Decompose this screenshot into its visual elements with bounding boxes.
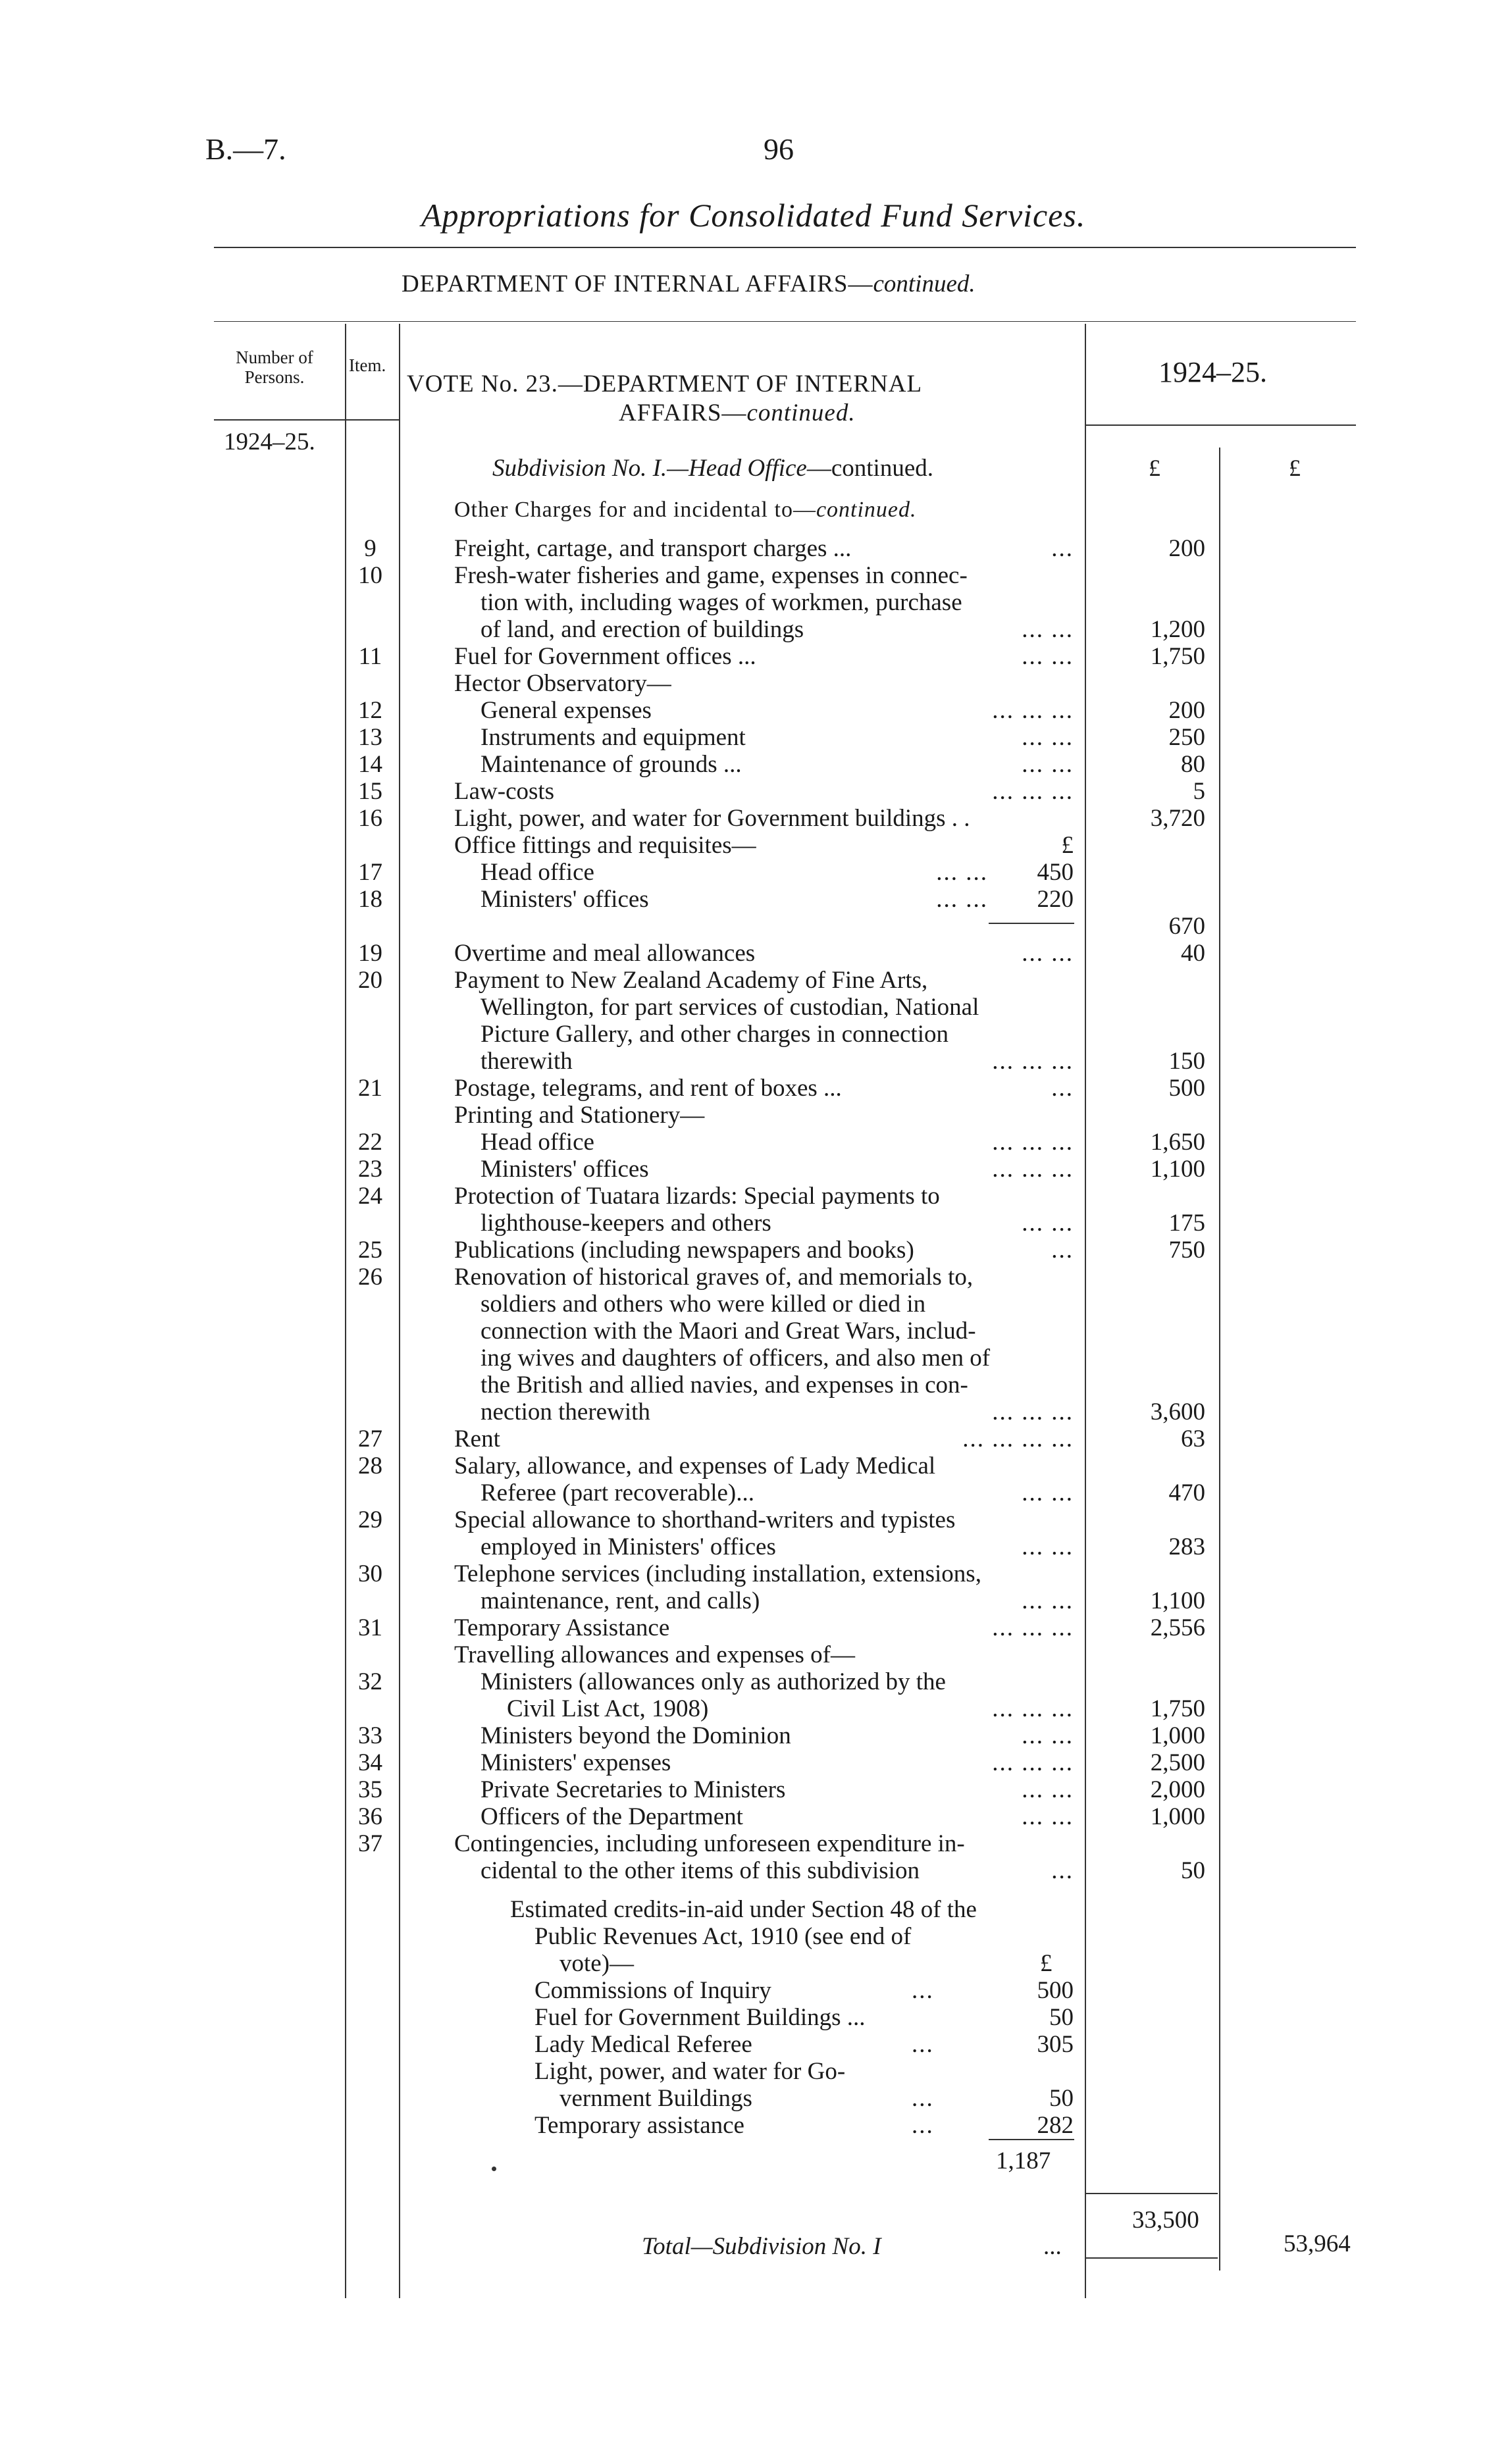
total-leader-dots: ...	[1043, 2233, 1062, 2260]
item-description: ing wives and daughters of officers, and also men of	[481, 1345, 991, 1372]
item-amount: 2,500	[1150, 1749, 1205, 1776]
credit-amount: 50	[1049, 2004, 1074, 2031]
item-amount: 3,720	[1150, 805, 1205, 832]
item-number: 9	[364, 535, 377, 562]
vote-heading: VOTE No. 23.—DEPARTMENT OF INTERNAL AFFAIRS—continued.	[407, 371, 923, 426]
table-row	[0, 831, 1508, 858]
item-description: Referee (part recoverable)...	[481, 1479, 754, 1506]
item-description: soldiers and others who were killed or died in	[481, 1291, 926, 1318]
item-description: nection therewith	[481, 1399, 650, 1425]
item-amount: 40	[1181, 940, 1205, 967]
document-code: B.—7.	[205, 132, 286, 166]
leader-dots: ...	[912, 2112, 934, 2139]
leader-dots: ...	[1051, 1075, 1074, 1102]
item-number: 23	[358, 1156, 382, 1183]
item-description: Law-costs	[454, 778, 555, 805]
leader-dots: ... ...	[936, 886, 988, 913]
table-row	[0, 1614, 1508, 1641]
table-row	[0, 1236, 1508, 1263]
item-number: 37	[358, 1830, 382, 1857]
item-description: Postage, telegrams, and rent of boxes ...	[454, 1075, 842, 1102]
item-description: Maintenance of grounds ...	[481, 751, 742, 778]
leader-dots: ... ...	[1022, 1587, 1074, 1614]
credit-amount: 282	[1037, 2112, 1074, 2139]
table-row	[0, 1857, 1508, 1884]
item-number: 34	[358, 1749, 382, 1776]
item-amount: 50	[1181, 1857, 1205, 1884]
leader-dots: ... ... ... ...	[962, 1425, 1074, 1452]
item-description: connection with the Maori and Great Wars, includ-	[481, 1318, 976, 1345]
credit-amount: 50	[1049, 2085, 1074, 2112]
currency-symbol-subtotal: £	[1149, 455, 1160, 481]
table-row	[0, 1047, 1508, 1074]
item-number: 18	[358, 886, 382, 913]
leader-dots: ... ...	[1022, 1803, 1074, 1830]
leader-dots: ... ...	[1022, 1479, 1074, 1506]
item-subamount: 450	[1037, 859, 1074, 886]
item-amount: 250	[1168, 724, 1205, 751]
leader-dots: ...	[1051, 1857, 1074, 1884]
table-row	[0, 534, 1508, 561]
item-description: Temporary Assistance	[454, 1614, 670, 1641]
table-row	[0, 750, 1508, 777]
item-number: 25	[358, 1237, 382, 1264]
table-row	[0, 1290, 1508, 1317]
item-description: Protection of Tuatara lizards: Special payments to	[454, 1183, 940, 1210]
item-number: 10	[358, 562, 382, 589]
item-description: Wellington, for part services of custodian, National	[481, 994, 979, 1021]
item-description: maintenance, rent, and calls)	[481, 1587, 760, 1614]
item-number: 36	[358, 1803, 382, 1830]
item-amount: 2,000	[1150, 1776, 1205, 1803]
leader-dots: ... ... ...	[992, 697, 1074, 724]
table-row	[0, 1182, 1508, 1209]
item-description: Civil List Act, 1908)	[507, 1695, 709, 1722]
item-number: 33	[358, 1722, 382, 1749]
credit-row	[0, 2003, 1508, 2030]
credits-heading-line-3: vote)—	[559, 1950, 635, 1977]
item-amount: 1,750	[1150, 1695, 1205, 1722]
credits-sum-rule	[989, 2139, 1074, 2140]
item-number: 24	[358, 1183, 382, 1210]
item-description: Fresh-water fisheries and game, expenses in connec-	[454, 562, 968, 589]
item-amount: 283	[1168, 1533, 1205, 1560]
item-number: 11	[358, 643, 382, 670]
table-row	[0, 1452, 1508, 1479]
other-charges-heading: Other Charges for and incidental to—continued.	[454, 498, 917, 522]
leader-dots: ... ...	[1022, 643, 1074, 670]
table-row	[0, 804, 1508, 831]
table-row	[0, 1155, 1508, 1182]
item-description: Overtime and meal allowances	[454, 940, 756, 967]
number-of-persons-heading: Number of Persons.	[236, 347, 313, 387]
item-description: Fuel for Government offices ...	[454, 643, 756, 670]
item-amount: 470	[1168, 1479, 1205, 1506]
item-description: Contingencies, including unforeseen expenditure in-	[454, 1830, 965, 1857]
leader-dots: ... ...	[1022, 616, 1074, 643]
item-description: Light, power, and water for Government buildings . .	[454, 805, 970, 832]
item-description: General expenses	[481, 697, 652, 724]
leader-dots: ...	[1051, 1237, 1074, 1264]
credit-row	[0, 2111, 1508, 2138]
credits-heading-line-1: Estimated credits-in-aid under Section 48 of the	[510, 1896, 977, 1923]
credit-label: Temporary assistance	[534, 2112, 744, 2139]
item-number: 13	[358, 724, 382, 751]
table-row	[0, 642, 1508, 669]
leader-dots: ... ... ...	[992, 1048, 1074, 1075]
item-description: cidental to the other items of this subdivision	[481, 1857, 920, 1884]
table-row	[0, 1074, 1508, 1101]
item-number: 30	[358, 1560, 382, 1587]
item-description: Payment to New Zealand Academy of Fine Arts,	[454, 967, 928, 994]
table-row	[0, 1641, 1508, 1668]
subtotal-lower-rule	[1086, 2257, 1218, 2259]
item-description: Ministers' expenses	[481, 1749, 671, 1776]
item-description: Head office	[481, 1129, 594, 1156]
item-number: 12	[358, 697, 382, 724]
item-description: employed in Ministers' offices	[481, 1533, 776, 1560]
leader-dots: ... ... ...	[992, 1156, 1074, 1183]
item-description: Salary, allowance, and expenses of Lady Medical	[454, 1452, 936, 1479]
leader-dots: ...	[912, 1977, 934, 2004]
credit-amount: 500	[1037, 1977, 1074, 2004]
leader-dots: ... ... ...	[992, 1614, 1074, 1641]
table-row	[0, 1776, 1508, 1803]
item-description: the British and allied navies, and expenses in con-	[481, 1372, 968, 1399]
credit-row	[0, 2084, 1508, 2111]
item-amount: 80	[1181, 751, 1205, 778]
table-row	[0, 588, 1508, 615]
item-description: Special allowance to shorthand-writers and typistes	[454, 1506, 956, 1533]
item-description: Head office	[481, 859, 594, 886]
table-row	[0, 912, 1508, 939]
item-amount: 2,556	[1150, 1614, 1205, 1641]
leader-dots: ... ...	[1022, 1722, 1074, 1749]
item-description: Publications (including newspapers and books)	[454, 1237, 914, 1264]
credit-amount: 305	[1037, 2031, 1074, 2058]
item-description: Picture Gallery, and other charges in connection	[481, 1021, 949, 1048]
item-number: 35	[358, 1776, 382, 1803]
item-description: Hector Observatory—	[454, 670, 671, 697]
leader-dots: ... ... ...	[992, 1695, 1074, 1722]
leader-dots: ... ... ...	[992, 1399, 1074, 1425]
item-number: 31	[358, 1614, 382, 1641]
table-row	[0, 1560, 1508, 1587]
table-row	[0, 1425, 1508, 1452]
leader-dots: ... ...	[1022, 724, 1074, 751]
item-number: 16	[358, 805, 382, 832]
item-number: 14	[358, 751, 382, 778]
item-amount: 175	[1168, 1210, 1205, 1237]
leader-dots: ... ...	[1022, 751, 1074, 778]
item-description: Ministers' offices	[481, 1156, 649, 1183]
table-row	[0, 1371, 1508, 1398]
item-number: 19	[358, 940, 382, 967]
leader-dots: ... ... ...	[992, 778, 1074, 805]
item-description: Travelling allowances and expenses of—	[454, 1641, 855, 1668]
subdivision-total: 53,964	[1284, 2230, 1351, 2257]
item-amount: 1,750	[1150, 643, 1205, 670]
leader-dots: ... ...	[1022, 1776, 1074, 1803]
table-row	[0, 615, 1508, 642]
table-row	[0, 858, 1508, 885]
table-row	[0, 1101, 1508, 1128]
item-description: Ministers beyond the Dominion	[481, 1722, 791, 1749]
item-number: 21	[358, 1075, 382, 1102]
table-row	[0, 1722, 1508, 1749]
table-row	[0, 1506, 1508, 1533]
leader-dots: ... ...	[1022, 1210, 1074, 1237]
page-title: Appropriations for Consolidated Fund Services.	[421, 197, 1086, 234]
item-number: 29	[358, 1506, 382, 1533]
item-number: 15	[358, 778, 382, 805]
table-row	[0, 1533, 1508, 1560]
persons-header-rule	[214, 419, 400, 421]
leader-dots: ... ... ...	[992, 1749, 1074, 1776]
item-description: Private Secretaries to Ministers	[481, 1776, 786, 1803]
credit-row	[0, 1976, 1508, 2003]
item-amount: 670	[1168, 913, 1205, 940]
table-row	[0, 1587, 1508, 1614]
table-row	[0, 993, 1508, 1020]
credits-heading-line-2: Public Revenues Act, 1910 (see end of	[534, 1923, 912, 1950]
credit-label: Light, power, and water for Go-	[534, 2058, 846, 2085]
item-number: 26	[358, 1264, 382, 1291]
item-amount: 1,650	[1150, 1129, 1205, 1156]
year-heading-right: 1924–25.	[1158, 356, 1267, 388]
table-row	[0, 1695, 1508, 1722]
page-number: 96	[764, 132, 794, 166]
leader-dots: ... ...	[936, 859, 988, 886]
item-description: Office fittings and requisites—	[454, 832, 756, 859]
item-amount: 200	[1168, 697, 1205, 724]
item-amount: 3,600	[1150, 1399, 1205, 1425]
item-number: 27	[358, 1425, 382, 1452]
table-row	[0, 1128, 1508, 1155]
currency-symbol-total: £	[1289, 455, 1301, 481]
table-row	[0, 1344, 1508, 1371]
credit-label: vernment Buildings	[559, 2085, 752, 2112]
table-row	[0, 1209, 1508, 1236]
credit-row	[0, 2057, 1508, 2084]
item-amount: 200	[1168, 535, 1205, 562]
item-description: Renovation of historical graves of, and memorials to,	[454, 1264, 974, 1291]
item-description: lighthouse-keepers and others	[481, 1210, 771, 1237]
credit-row	[0, 2030, 1508, 2057]
item-amount: 1,200	[1150, 616, 1205, 643]
item-description: Instruments and equipment	[481, 724, 746, 751]
credit-label: Lady Medical Referee	[534, 2031, 752, 2058]
table-row	[0, 696, 1508, 723]
department-heading: DEPARTMENT OF INTERNAL AFFAIRS—continued.	[402, 270, 975, 297]
table-row	[0, 939, 1508, 966]
table-row	[0, 561, 1508, 588]
leader-dots: ...	[912, 2085, 934, 2112]
item-description: therewith	[481, 1048, 573, 1075]
subtotal-upper-rule	[1086, 2193, 1218, 2194]
item-amount: 150	[1168, 1048, 1205, 1075]
item-number: 17	[358, 859, 382, 886]
table-row	[0, 966, 1508, 993]
table-row	[0, 1668, 1508, 1695]
table-row	[0, 1317, 1508, 1344]
item-amount: 1,100	[1150, 1587, 1205, 1614]
item-subamount: 220	[1037, 886, 1074, 913]
credit-label: Fuel for Government Buildings ...	[534, 2004, 866, 2031]
item-heading: Item.	[349, 355, 386, 375]
item-number: 28	[358, 1452, 382, 1479]
item-amount: 63	[1181, 1425, 1205, 1452]
item-amount: 1,100	[1150, 1156, 1205, 1183]
item-description: Printing and Stationery—	[454, 1102, 705, 1129]
subdivision-heading: Subdivision No. I.—Head Office—continued.	[492, 455, 934, 482]
office-fittings-sum-rule	[989, 923, 1074, 924]
item-number: 22	[358, 1129, 382, 1156]
year-header-rule	[1085, 424, 1356, 426]
item-description: Freight, cartage, and transport charges ...	[454, 535, 852, 562]
item-number: 32	[358, 1668, 382, 1695]
table-row	[0, 669, 1508, 696]
leader-dots: ...	[912, 2031, 934, 2058]
table-row	[0, 723, 1508, 750]
subdivision-subtotal: 33,500	[1132, 2207, 1199, 2234]
table-row	[0, 1803, 1508, 1830]
table-row	[0, 885, 1508, 912]
leader-dots: ...	[1051, 535, 1074, 562]
item-subamount: £	[1061, 832, 1074, 859]
item-description: Rent	[454, 1425, 500, 1452]
item-amount: 500	[1168, 1075, 1205, 1102]
leader-dots: ... ... ...	[992, 1129, 1074, 1156]
leader-dots: ... ...	[1022, 940, 1074, 967]
item-number: 20	[358, 967, 382, 994]
item-amount: 5	[1193, 778, 1205, 805]
item-amount: 1,000	[1150, 1803, 1205, 1830]
credit-label: Commissions of Inquiry	[534, 1977, 771, 2004]
table-row	[0, 1398, 1508, 1425]
title-rule	[214, 247, 1356, 248]
total-label: Total—Subdivision No. I	[642, 2233, 881, 2260]
credits-sum: 1,187	[996, 2147, 1051, 2174]
year-heading-left: 1924–25.	[224, 428, 315, 455]
item-description: Officers of the Department	[481, 1803, 743, 1830]
item-amount: 1,000	[1150, 1722, 1205, 1749]
table-row	[0, 1263, 1508, 1290]
table-row	[0, 1020, 1508, 1047]
item-description: tion with, including wages of workmen, purchase	[481, 589, 962, 616]
department-rule	[214, 321, 1356, 322]
item-description: Ministers (allowances only as authorized by the	[481, 1668, 946, 1695]
table-row	[0, 777, 1508, 804]
table-row	[0, 1749, 1508, 1776]
item-description: Telephone services (including installation, extensions,	[454, 1560, 981, 1587]
leader-dots: ... ...	[1022, 1533, 1074, 1560]
credits-currency: £	[1040, 1950, 1053, 1977]
item-amount: 750	[1168, 1237, 1205, 1264]
ink-dot	[492, 2167, 496, 2171]
item-description: of land, and erection of buildings	[481, 616, 804, 643]
table-row	[0, 1830, 1508, 1857]
table-row	[0, 1479, 1508, 1506]
item-description: Ministers' offices	[481, 886, 649, 913]
